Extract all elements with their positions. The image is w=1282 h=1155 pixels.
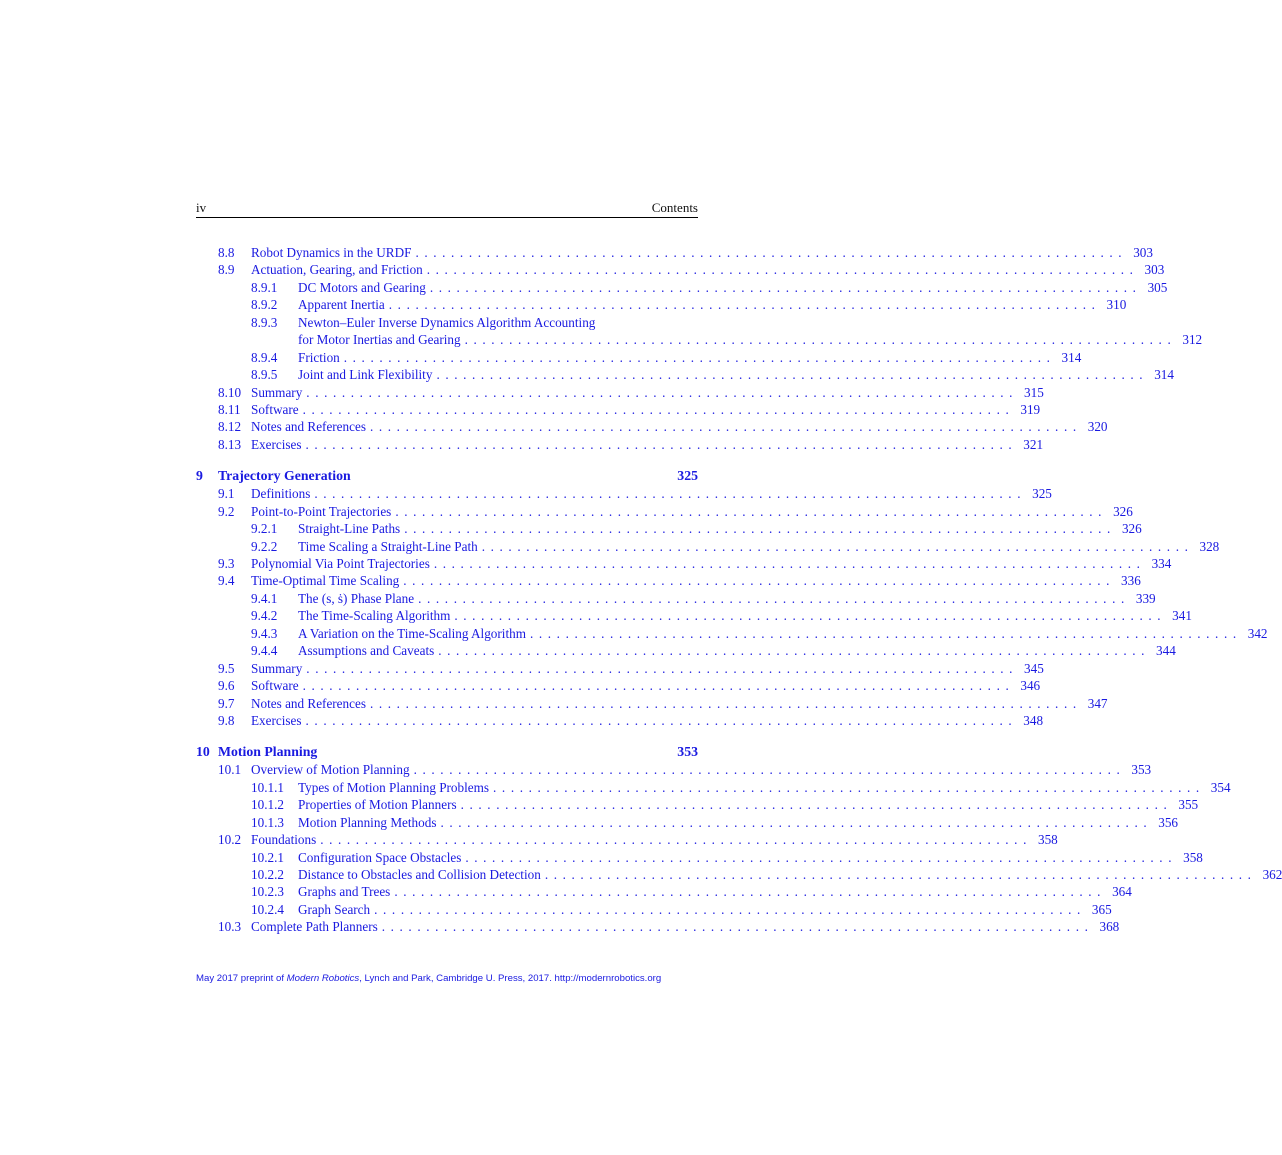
entry-number: 10.2.3: [251, 884, 284, 900]
entry-number: 10.2.4: [251, 901, 284, 917]
entry-number: 9.2.2: [251, 538, 278, 554]
entry-number: 9.4.1: [251, 590, 278, 606]
entry-title: Complete Path Planners: [251, 918, 382, 935]
entry-number: 9.4: [218, 573, 235, 589]
dot-leader: ................................................................................: [544, 867, 1257, 882]
entry-title: Types of Motion Planning Problems: [298, 779, 493, 796]
entry-title: Assumptions and Caveats: [298, 642, 438, 659]
dot-leader: ................................................................................: [306, 384, 1019, 400]
toc-block-chapter-10: [196, 761, 1282, 935]
dot-leader: ................................................................................: [395, 503, 1108, 519]
dot-leader: ................................................................................: [415, 245, 1128, 260]
entry-title: Foundations: [251, 831, 320, 848]
entry-number: 10.1: [218, 762, 242, 778]
toc-entry[interactable]: [196, 901, 1112, 918]
dot-leader: ................................................................................: [481, 538, 1194, 554]
entry-page: 303: [1139, 261, 1165, 278]
entry-number: 8.9.5: [251, 367, 278, 383]
entry-page: 368: [1093, 918, 1119, 935]
footer-suffix: , Lynch and Park, Cambridge U. Press, 2017. http://modernrobotics.org: [359, 973, 662, 984]
toc-entry[interactable]: [196, 590, 1156, 607]
entry-title: The (s, ṡ) Phase Plane: [298, 590, 418, 607]
entry-title: Straight-Line Paths: [298, 520, 404, 537]
entry-page: 341: [1166, 607, 1192, 624]
toc-entry[interactable]: [196, 796, 1199, 813]
entry-number: 8.9.2: [251, 297, 278, 313]
entry-title: Graph Search: [298, 901, 374, 918]
entry-title: Configuration Space Obstacles: [298, 849, 465, 866]
entry-title: Newton–Euler Inverse Dynamics Algorithm Accounting: [298, 314, 599, 331]
entry-page: 353: [1125, 761, 1151, 778]
entry-number: 10.1.3: [251, 814, 284, 830]
dot-leader: ................................................................................: [438, 643, 1151, 659]
entry-title: Software: [251, 401, 303, 418]
chapter-page: 325: [677, 468, 698, 484]
entry-title: Summary: [251, 384, 306, 401]
toc-entry[interactable]: [196, 555, 1172, 572]
entry-page: 354: [1205, 779, 1231, 796]
toc-page: [196, 200, 1282, 936]
entry-title: Time-Optimal Time Scaling: [251, 572, 403, 589]
toc-entry[interactable]: [196, 279, 1168, 296]
dot-leader: ................................................................................: [369, 419, 1082, 435]
entry-title: Motion Planning Methods: [298, 814, 440, 831]
entry-number: 9.2.1: [251, 521, 278, 537]
entry-page: 315: [1018, 384, 1044, 401]
entry-title: Properties of Motion Planners: [298, 796, 461, 813]
entry-number: 8.10: [218, 384, 242, 400]
entry-number: 10.3: [218, 919, 242, 935]
dot-leader: ................................................................................: [493, 779, 1205, 795]
entry-title: Friction: [298, 349, 344, 366]
entry-page: 364: [1106, 883, 1132, 900]
entry-page: 336: [1115, 572, 1141, 589]
entry-page: 326: [1107, 503, 1133, 520]
entry-page: 314: [1056, 349, 1082, 366]
dot-leader: ................................................................................: [465, 849, 1178, 865]
entry-title: Actuation, Gearing, and Friction: [251, 261, 427, 278]
entry-page: 344: [1150, 642, 1176, 659]
toc-entry[interactable]: [196, 625, 1268, 642]
entry-page: 342: [1242, 625, 1268, 642]
dot-leader: ................................................................................: [394, 884, 1107, 900]
entry-number: 8.11: [218, 401, 241, 417]
dot-leader: ................................................................................: [302, 401, 1015, 417]
toc-entry[interactable]: [196, 520, 1142, 537]
entry-title: Time Scaling a Straight-Line Path: [298, 538, 482, 555]
dot-leader: ................................................................................: [529, 625, 1242, 641]
toc-entry[interactable]: [196, 314, 698, 331]
entry-number: 9.2: [218, 503, 235, 519]
toc-entry[interactable]: [196, 849, 1203, 866]
toc-entry[interactable]: [196, 572, 1141, 589]
page-number: iv: [196, 200, 207, 215]
entry-number: 10.2.1: [251, 849, 284, 865]
dot-leader: ................................................................................: [388, 297, 1101, 313]
dot-leader: ................................................................................: [305, 436, 1018, 452]
chapter-number: 9: [196, 468, 203, 484]
entry-page: 356: [1152, 814, 1178, 831]
footer-book-title: Modern Robotics: [286, 973, 360, 984]
chapter-title: Motion Planning: [218, 744, 318, 760]
entry-number: 9.8: [218, 712, 235, 728]
entry-page: 358: [1177, 849, 1203, 866]
dot-leader: ................................................................................: [381, 919, 1094, 935]
toc-entry[interactable]: [196, 538, 1220, 555]
entry-number: 8.8: [218, 245, 235, 260]
toc-entry[interactable]: [196, 384, 1044, 401]
entry-number: 10.1.2: [251, 797, 284, 813]
running-header: [196, 200, 698, 218]
entry-number: 8.9: [218, 262, 235, 278]
toc-entry[interactable]: [196, 677, 1041, 694]
entry-number: 10.2.2: [251, 867, 284, 882]
toc-entry[interactable]: [196, 918, 1120, 935]
dot-leader: ................................................................................: [343, 349, 1056, 365]
dot-leader: ................................................................................: [429, 279, 1142, 295]
entry-number: 9.6: [218, 678, 235, 694]
entry-title: Definitions: [251, 485, 314, 502]
toc-entry[interactable]: [196, 814, 1179, 831]
entry-number: 8.9.4: [251, 349, 278, 365]
entry-page: 345: [1018, 660, 1044, 677]
entry-title: for Motor Inertias and Gearing: [298, 331, 465, 348]
entry-number: 8.13: [218, 436, 242, 452]
table-of-contents: [196, 244, 1282, 936]
entry-number: 9.5: [218, 660, 235, 676]
entry-page: 314: [1148, 366, 1174, 383]
dot-leader: ................................................................................: [433, 556, 1146, 571]
entry-title: Notes and References: [251, 695, 370, 712]
page-footer: [196, 973, 698, 984]
entry-title: DC Motors and Gearing: [298, 279, 430, 296]
entry-title: Robot Dynamics in the URDF: [251, 244, 415, 261]
entry-number: 8.9.3: [251, 314, 278, 330]
dot-leader: ................................................................................: [454, 608, 1167, 624]
toc-entry[interactable]: [196, 607, 1192, 624]
entry-page: 325: [1026, 485, 1052, 502]
entry-page: 303: [1127, 244, 1153, 261]
entry-page: 339: [1130, 590, 1156, 607]
entry-page: 310: [1101, 296, 1127, 313]
toc-entry[interactable]: [196, 642, 1176, 659]
entry-number: 8.9.1: [251, 279, 278, 295]
dot-leader: ................................................................................: [404, 521, 1116, 537]
entry-number: 9.1: [218, 486, 235, 502]
dot-leader: ................................................................................: [320, 832, 1032, 848]
chapter-page: 353: [677, 744, 698, 760]
toc-entry[interactable]: [196, 695, 1108, 712]
toc-entry[interactable]: [196, 244, 1153, 261]
entry-page: 365: [1086, 901, 1112, 918]
entry-page: 321: [1017, 436, 1043, 453]
toc-entry[interactable]: [196, 366, 1174, 383]
toc-entry[interactable]: [196, 436, 1044, 453]
entry-title: Notes and References: [251, 418, 370, 435]
dot-leader: ................................................................................: [464, 332, 1177, 348]
toc-entry[interactable]: [196, 296, 1127, 313]
toc-entry[interactable]: [196, 401, 1041, 418]
toc-entry[interactable]: [196, 349, 1082, 366]
entry-title: Polynomial Via Point Trajectories: [251, 555, 434, 572]
entry-page: 328: [1193, 538, 1219, 555]
entry-number: 10.2: [218, 832, 242, 848]
dot-leader: ................................................................................: [460, 797, 1173, 813]
dot-leader: ................................................................................: [302, 678, 1015, 694]
entry-title: Apparent Inertia: [298, 296, 389, 313]
entry-title: Point-to-Point Trajectories: [251, 503, 395, 520]
entry-number: 9.4.2: [251, 608, 278, 624]
toc-entry[interactable]: [196, 331, 1203, 348]
entry-page: 334: [1146, 555, 1172, 572]
header-title: Contents: [651, 200, 698, 215]
toc-entry[interactable]: [196, 503, 1133, 520]
entry-page: 319: [1014, 401, 1040, 418]
entry-title: A Variation on the Time-Scaling Algorithm: [298, 625, 530, 642]
dot-leader: ................................................................................: [418, 590, 1130, 606]
entry-page: 320: [1082, 418, 1108, 435]
chapter-number: 10: [196, 744, 210, 760]
chapter-10-entry[interactable]: [196, 743, 698, 761]
entry-title: Software: [251, 677, 303, 694]
entry-title: Joint and Link Flexibility: [298, 366, 436, 383]
entry-number: 9.4.3: [251, 625, 278, 641]
toc-block-chapter-9: [196, 485, 1268, 729]
chapter-9-entry[interactable]: [196, 467, 698, 485]
dot-leader: ................................................................................: [314, 486, 1027, 502]
toc-entry[interactable]: [196, 779, 1231, 796]
dot-leader: ................................................................................: [426, 262, 1139, 278]
entry-page: 347: [1082, 695, 1108, 712]
entry-title: Overview of Motion Planning: [251, 761, 414, 778]
chapter-title: Trajectory Generation: [218, 468, 351, 484]
toc-entry[interactable]: [196, 761, 1152, 778]
entry-number: 10.1.1: [251, 779, 284, 795]
dot-leader: ................................................................................: [305, 712, 1018, 728]
entry-title: The Time-Scaling Algorithm: [298, 607, 454, 624]
dot-leader: ................................................................................: [369, 695, 1082, 711]
entry-page: 346: [1014, 677, 1040, 694]
entry-number: 8.12: [218, 419, 242, 435]
entry-number: 9.7: [218, 695, 235, 711]
entry-page: 326: [1116, 520, 1142, 537]
entry-title: Distance to Obstacles and Collision Detection: [298, 866, 545, 883]
footer-prefix: May 2017 preprint of: [196, 973, 287, 984]
entry-page: 305: [1142, 279, 1168, 296]
toc-entry[interactable]: [196, 261, 1165, 278]
entry-page: 348: [1017, 712, 1043, 729]
dot-leader: ................................................................................: [306, 660, 1019, 676]
entry-page: 355: [1172, 796, 1198, 813]
entry-page: 358: [1032, 831, 1058, 848]
toc-entry[interactable]: [196, 831, 1058, 848]
dot-leader: ................................................................................: [413, 762, 1126, 778]
entry-number: 9.4.4: [251, 643, 278, 659]
dot-leader: ................................................................................: [403, 573, 1116, 589]
toc-entry[interactable]: [196, 712, 1044, 729]
entry-page: 312: [1176, 331, 1202, 348]
entry-title: Summary: [251, 660, 306, 677]
entry-title: Graphs and Trees: [298, 883, 394, 900]
dot-leader: ................................................................................: [436, 367, 1149, 383]
entry-number: 9.3: [218, 556, 235, 571]
toc-entry[interactable]: [196, 883, 1132, 900]
entry-title: Exercises: [251, 436, 306, 453]
toc-entry[interactable]: [196, 418, 1108, 435]
dot-leader: ................................................................................: [440, 814, 1153, 830]
entry-page: 362: [1257, 866, 1282, 883]
toc-block-chapter-8: [196, 244, 1203, 453]
toc-entry[interactable]: [196, 485, 1052, 502]
entry-title: Exercises: [251, 712, 306, 729]
dot-leader: ................................................................................: [374, 901, 1086, 917]
toc-entry[interactable]: [196, 866, 1282, 883]
toc-entry[interactable]: [196, 660, 1044, 677]
